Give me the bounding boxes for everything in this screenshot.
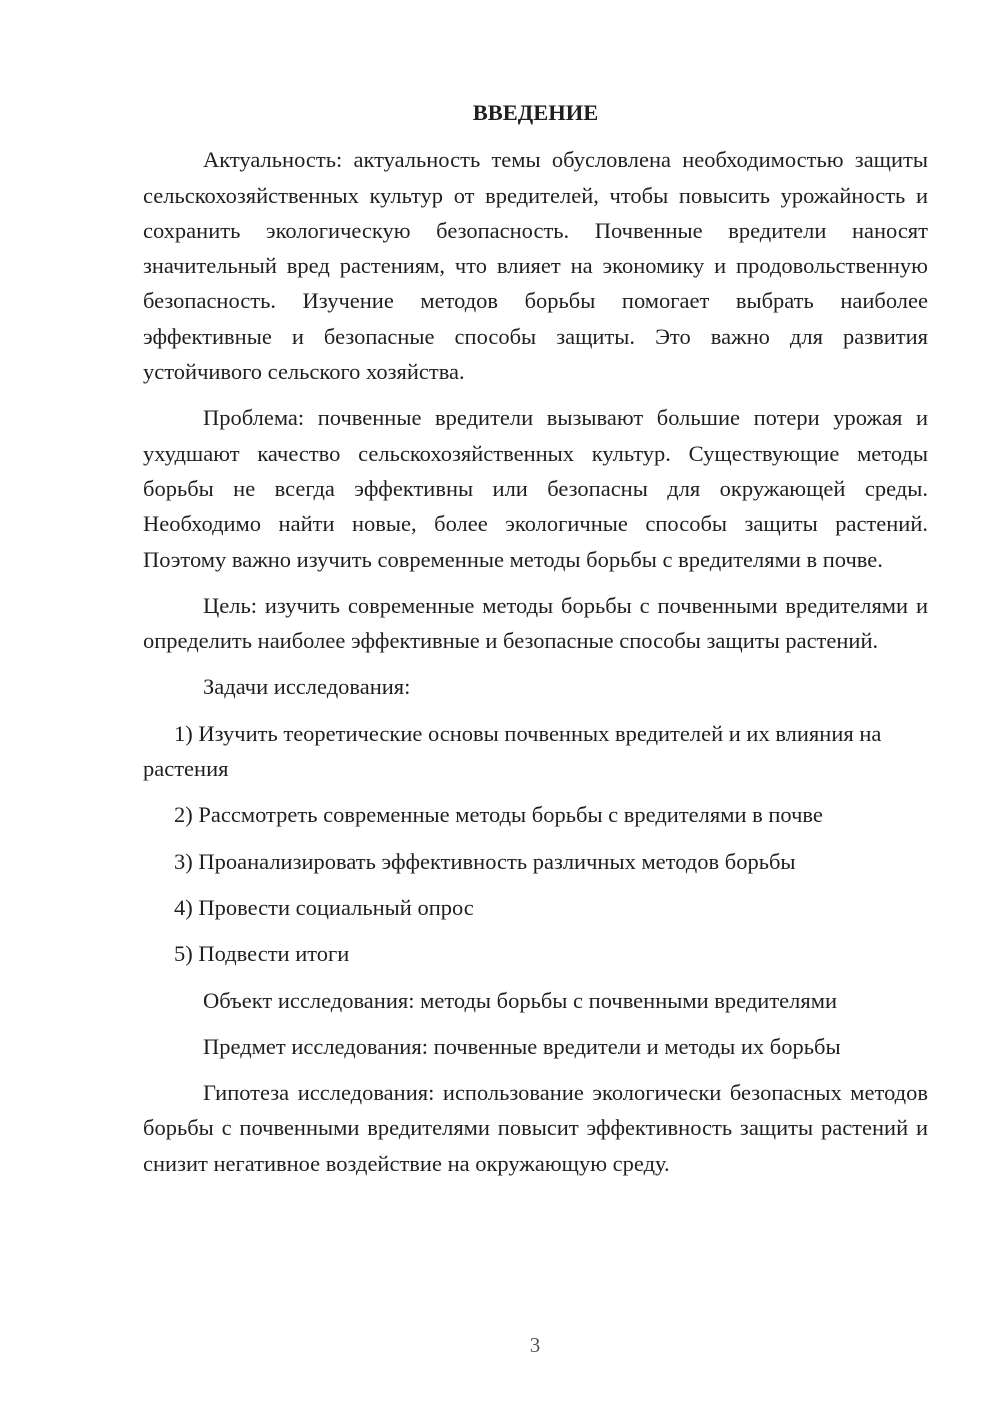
subject-paragraph: Предмет исследования: почвенные вредители и методы их борьбы — [203, 1033, 841, 1059]
problem-paragraph: Проблема: почвенные вредители вызывают большие потери урожая и ухудшают качество сельскохозяйственных культур. Существующие методы борьбы не всегда эффективны или безопасны для окружающей среды. Необходимо найти новые, более экологичные способы защиты растений. Поэтому важно изучить современные методы борьбы с вредителями в почве. — [143, 405, 928, 572]
task-item: 2) Рассмотреть современные методы борьбы с вредителями в почве — [174, 802, 823, 828]
hypothesis-paragraph: Гипотеза исследования: использование экологически безопасных методов борьбы с почвенными вредителями повысит эффективность защиты растений и снизит негативное воздействие на окружающую среду. — [143, 1080, 928, 1176]
task-item: 3) Проанализировать эффективность различных методов борьбы — [174, 848, 796, 874]
page-number: 3 — [529, 1333, 541, 1357]
task-item: 5) Подвести итоги — [174, 941, 350, 967]
page-content — [143, 95, 928, 1192]
goal-paragraph: Цель: изучить современные методы борьбы с почвенными вредителями и определить наиболее эффективные и безопасные способы защиты растений. — [143, 592, 928, 654]
object-paragraph: Объект исследования: методы борьбы с почвенными вредителями — [203, 987, 837, 1013]
task-item: 1) Изучить теоретические основы почвенных вредителей и их влияния на растения — [143, 720, 882, 782]
relevance-paragraph: Актуальность: актуальность темы обусловлена необходимостью защиты сельскохозяйственных культур от вредителей, чтобы повысить урожайность и сохранить экологическую безопасность. Почвенные вредители наносят значительный вред растениям, что влияет на экономику и продовольственную безопасность. Изучение методов борьбы помогает выбрать наиболее эффективные и безопасные способы защиты. Это важно для развития устойчивого сельского хозяйства. — [143, 147, 928, 385]
tasks-title: Задачи исследования: — [203, 674, 411, 700]
tasks-list — [143, 716, 928, 972]
task-item: 4) Провести социальный опрос — [174, 894, 474, 920]
section-heading: ВВЕДЕНИЕ — [472, 100, 599, 125]
